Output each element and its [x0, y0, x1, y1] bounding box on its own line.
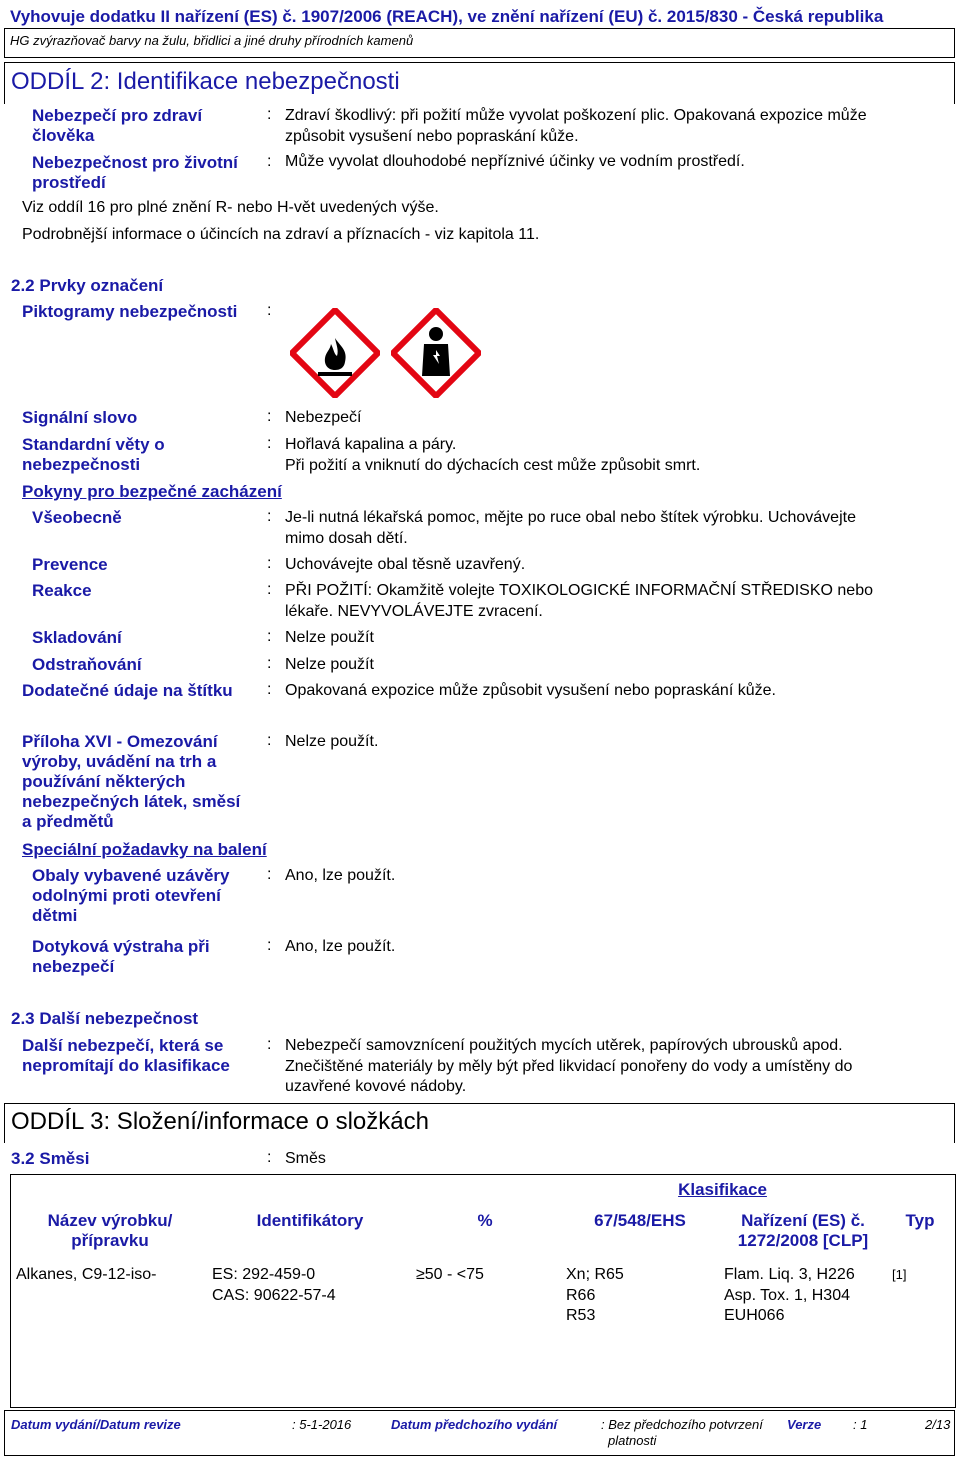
annex-xvi-label-line5: a předmětů: [22, 812, 114, 831]
response-text-line1: PŘI POŽITÍ: Okamžitě volejte TOXIKOLOGICKÉ INFORMAČNÍ STŘEDISKO nebo: [285, 582, 873, 599]
row-product-name: Alkanes, C9-12-iso-: [16, 1266, 157, 1283]
general-text-line2: mimo dosah dětí.: [285, 529, 408, 547]
colon: :: [267, 106, 272, 123]
pictograms-label: Piktogramy nebezpečnosti: [22, 302, 238, 321]
general-text-line1: Je-li nutná lékařská pomoc, mějte po ruce obal nebo štítek výrobku. Uchovávejte: [285, 509, 856, 526]
prevention-text: Uchovávejte obal těsně uzavřený.: [285, 556, 526, 573]
footer-page-number: 2/13: [925, 1417, 951, 1432]
hazard-statement-1: Hořlavá kapalina a páry.: [285, 436, 457, 453]
colon: :: [267, 508, 272, 525]
flame-pictogram-icon: [290, 308, 380, 398]
row-percent: ≥50 - <75: [416, 1266, 484, 1283]
other-hazards-label-line2: nepromítají do klasifikace: [22, 1056, 230, 1075]
colon: :: [267, 681, 272, 698]
hazard-statements-text: [285, 435, 700, 476]
row-eec-line3: R53: [566, 1307, 596, 1324]
footer-previous-date-label: Datum předchozího vydání: [391, 1417, 558, 1432]
subsection-2-3-title: 2.3 Další nebezpečnost: [11, 1009, 199, 1028]
health-hazard-label-line1: Nebezpečí pro zdraví: [32, 106, 203, 125]
hazard-statements-label: [22, 435, 165, 475]
row-clp-line1: Flam. Liq. 3, H226: [724, 1266, 855, 1283]
disposal-label: Odstraňování: [32, 655, 142, 674]
footer-previous-date-line2: platnosti: [608, 1433, 657, 1448]
col-header-67-548-eec: 67/548/EHS: [594, 1211, 686, 1230]
other-hazards-text-line1: Nebezpečí samovznícení použitých mycích utěrek, papírových ubrousků apod.: [285, 1037, 843, 1054]
health-hazard-text: [285, 106, 867, 147]
colon: :: [267, 408, 272, 425]
annex-xvi-text: Nelze použít.: [285, 733, 379, 750]
annex-xvi-label: [22, 732, 240, 832]
colon: :: [267, 581, 272, 598]
row-clp-line3: EUH066: [724, 1307, 785, 1324]
annex-xvi-label-line4: nebezpečných látek, směsí: [22, 792, 241, 811]
row-eec-line2: R66: [566, 1286, 596, 1304]
document-header-title: Vyhovuje dodatku II nařízení (ES) č. 1907/2006 (REACH), ve znění nařízení (EU) č. 2015/830 - Česká republika: [10, 7, 884, 26]
annex-xvi-label-line1: Příloha XVI - Omezování: [22, 732, 218, 751]
other-hazards-text-line2: Znečištěné materiály by měly být před likvidací ponořeny do vody a umístěny do: [285, 1057, 853, 1075]
child-resistant-label-line1: Obaly vybavené uzávěry: [32, 866, 230, 885]
general-label: Všeobecně: [32, 508, 122, 527]
row-67-548-eec: [566, 1265, 624, 1327]
col-header-percent: %: [477, 1211, 493, 1230]
footer-previous-date-value: [601, 1417, 763, 1449]
colon: :: [267, 655, 272, 672]
col-header-clp: [728, 1211, 878, 1251]
section-2-title: ODDÍL 2: Identifikace nebezpečnosti: [11, 68, 400, 95]
subsection-3-2-title: 3.2 Směsi: [11, 1149, 90, 1168]
general-text: [285, 508, 856, 549]
colon: :: [267, 153, 272, 170]
footer-issue-date-value: : 5-1-2016: [292, 1417, 352, 1432]
section-3-title: ODDÍL 3: Složení/informace o složkách: [11, 1108, 429, 1135]
colon: :: [267, 628, 272, 645]
other-hazards-label-line1: Další nebezpečí, která se: [22, 1036, 224, 1055]
product-name: HG zvýrazňovač barvy na žulu, břidlici a jiné druhy přírodních kamenů: [10, 33, 414, 48]
prevention-label: Prevence: [32, 555, 108, 574]
child-resistant-label-line3: dětmi: [32, 906, 78, 925]
note-see-chapter-11: Podrobnější informace o účincích na zdraví a příznacích - viz kapitola 11.: [22, 226, 540, 243]
col-header-clp-line1: Nařízení (ES) č.: [741, 1211, 865, 1230]
tactile-warning-text: Ano, lze použít.: [285, 938, 396, 955]
footer-version-label: Verze: [787, 1417, 822, 1432]
subsection-2-2-title: 2.2 Prvky označení: [11, 276, 164, 295]
other-hazards-text-line3: uzavřené kovové nádoby.: [285, 1078, 467, 1095]
colon: :: [267, 866, 272, 883]
other-hazards-text: [285, 1036, 852, 1098]
child-resistant-label-line2: odolnými proti otevření: [32, 886, 221, 905]
health-hazard-text-line2: způsobit vysušení nebo popraskání kůže.: [285, 127, 579, 145]
annex-xvi-label-line2: výroby, uvádění na trh a: [22, 752, 217, 771]
col-header-product-name-line2: přípravku: [71, 1231, 149, 1250]
storage-text: Nelze použít: [285, 629, 374, 646]
row-clp: [724, 1265, 855, 1327]
colon: :: [267, 732, 272, 749]
annex-xvi-label-line3: používání některých: [22, 772, 186, 791]
health-hazard-label-line2: člověka: [32, 126, 95, 145]
hazard-statement-2: Při požití a vniknutí do dýchacích cest může způsobit smrt.: [285, 456, 701, 474]
signal-word-value: Nebezpečí: [285, 409, 362, 426]
hazard-statements-label-line1: Standardní věty o: [22, 435, 165, 454]
row-identifier-es: ES: 292-459-0: [212, 1266, 316, 1283]
colon: :: [267, 555, 272, 572]
environment-hazard-text: Může vyvolat dlouhodobé nepříznivé účinky ve vodním prostředí.: [285, 153, 745, 170]
row-clp-line2: Asp. Tox. 1, H304: [724, 1286, 850, 1304]
response-text: [285, 581, 873, 622]
supplemental-label-info-text: Opakovaná expozice může způsobit vysušení nebo popraskání kůže.: [285, 682, 776, 699]
disposal-text: Nelze použít: [285, 656, 374, 673]
supplemental-label-info-label: Dodatečné údaje na štítku: [22, 681, 233, 700]
environment-hazard-label-line1: Nebezpečnost pro životní: [32, 153, 238, 172]
row-type: [1]: [892, 1267, 907, 1282]
hazard-statements-label-line2: nebezpečnosti: [22, 455, 141, 474]
tactile-warning-label-line2: nebezpečí: [32, 957, 115, 976]
note-see-section-16: Viz oddíl 16 pro plné znění R- nebo H-vět uvedených výše.: [22, 199, 439, 216]
other-hazards-label: [22, 1036, 230, 1076]
colon: :: [267, 1036, 272, 1053]
row-identifier-cas: CAS: 90622-57-4: [212, 1286, 336, 1304]
special-packaging-heading: Speciální požadavky na balení: [22, 840, 267, 859]
footer-issue-date-label: Datum vydání/Datum revize: [11, 1417, 181, 1432]
tactile-warning-label: [32, 937, 210, 977]
col-header-product-name-line1: Název výrobku/: [47, 1211, 173, 1230]
signal-word-label: Signální slovo: [22, 408, 138, 427]
footer-version-value: : 1: [853, 1417, 868, 1432]
tactile-warning-label-line1: Dotyková výstraha při: [32, 937, 210, 956]
health-hazard-label: [32, 106, 202, 146]
footer-previous-date-line1: : Bez předchozího potvrzení: [601, 1417, 763, 1432]
colon: :: [267, 937, 272, 954]
mixture-value: Směs: [285, 1150, 326, 1167]
colon: :: [267, 435, 272, 452]
col-header-product-name: [30, 1211, 190, 1251]
col-header-identifiers: Identifikátory: [256, 1211, 364, 1230]
environment-hazard-label: [32, 153, 238, 193]
row-identifiers: [212, 1265, 336, 1306]
environment-hazard-label-line2: prostředí: [32, 173, 106, 192]
colon: :: [267, 1149, 272, 1166]
health-hazard-text-line1: Zdraví škodlivý: při požití může vyvolat poškození plic. Opakovaná expozice může: [285, 107, 867, 124]
response-text-line2: lékaře. NEVYVOLÁVEJTE zvracení.: [285, 602, 543, 620]
col-header-clp-line2: 1272/2008 [CLP]: [737, 1231, 869, 1250]
child-resistant-label: [32, 866, 230, 926]
health-hazard-pictogram-icon: [391, 308, 481, 398]
row-eec-line1: Xn; R65: [566, 1266, 624, 1283]
storage-label: Skladování: [32, 628, 122, 647]
precautionary-statements-heading: Pokyny pro bezpečné zacházení: [22, 482, 282, 501]
classification-header: Klasifikace: [678, 1180, 767, 1199]
response-label: Reakce: [32, 581, 92, 600]
child-resistant-text: Ano, lze použít.: [285, 867, 396, 884]
colon: :: [267, 302, 272, 319]
col-header-type: Typ: [905, 1211, 935, 1230]
